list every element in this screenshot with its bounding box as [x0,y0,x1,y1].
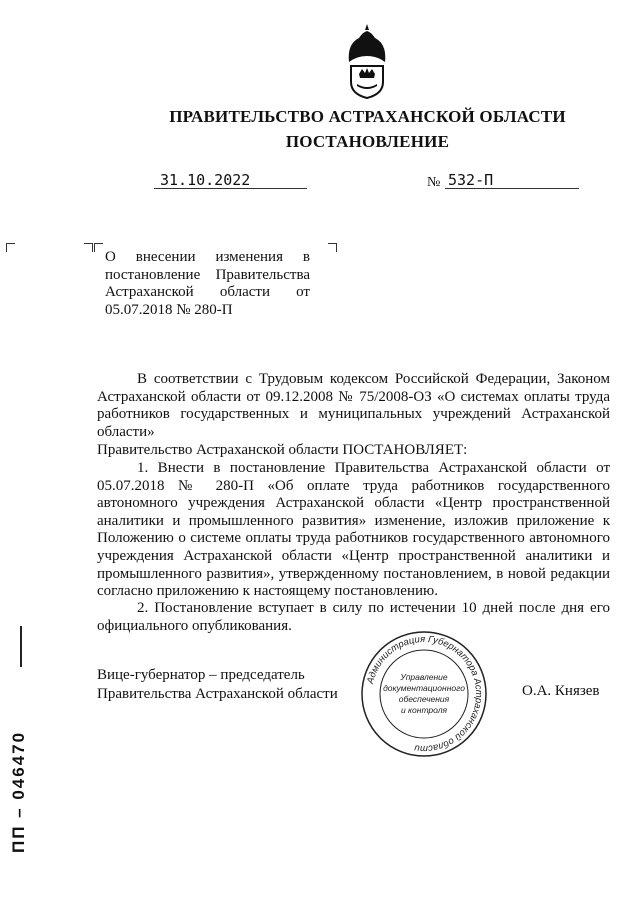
coat-of-arms-emblem [343,22,391,100]
item-2-paragraph: 2. Постановление вступает в силу по истечении 10 дней после дня его официального опубликования. [97,600,610,634]
signatory-name: О.А. Князев [522,683,600,699]
stamp-ring-text: Администрация Губернатора Астраханской области [365,633,485,755]
document-number: 532-П [448,171,494,189]
stamp-center-line-2: документационного [383,683,465,693]
document-type: ПОСТАНОВЛЕНИЕ [285,132,450,151]
margin-serial-number [2,730,32,855]
stamp-center-line-4: и контроля [400,705,448,715]
corner-bracket [6,243,15,252]
resolves-line: Правительство Астраханской области ПОСТАНОВЛЯЕТ: [97,442,468,458]
corner-bracket [84,243,93,252]
stamp-center-line-3: обеспечения [398,694,450,704]
signatory-title-line-2: Правительства Астраханской области [97,686,338,702]
official-stamp [360,630,488,758]
stamp-center-line-1: Управление [400,672,448,682]
organization-title: ПРАВИТЕЛЬСТВО АСТРАХАНСКОЙ ОБЛАСТИ [169,107,566,126]
item-1-paragraph: 1. Внести в постановление Правительства Астраханской области от 05.07.2018 № 280-П «Об оплате труда работников государственного автономного учреждения Астраханской области «Центр пространственной аналитики и промышленного развития» изменение, изложив приложение к Положению о системе оплаты труда работников государственного автономного учреждения Астраханской области «Центр пространственной аналитики и промышленного развития», утвержденному постановлением, в новой редакции согласно приложению к настоящему постановлению. [97,460,610,600]
signatory-title-line-1: Вице-губернатор – председатель [97,667,305,683]
margin-serial-text: ПП – 046470 [9,730,28,853]
signatory-title [97,666,338,704]
corner-bracket [94,243,103,252]
corner-bracket [328,243,337,252]
number-sign: № [427,175,441,190]
margin-mark [20,626,22,667]
preamble-paragraph: В соответствии с Трудовым кодексом Российской Федерации, Законом Астраханской области от 09.12.2008 № 75/2008-ОЗ «О системах оплаты труда работников государственных и муниципальных учреждений Астраханской области» [97,371,610,440]
document-date: 31.10.2022 [160,171,251,189]
document-subject: О внесении изменения в постановление Правительства Астраханской области от 05.07.2018 № 280-П [105,249,310,318]
